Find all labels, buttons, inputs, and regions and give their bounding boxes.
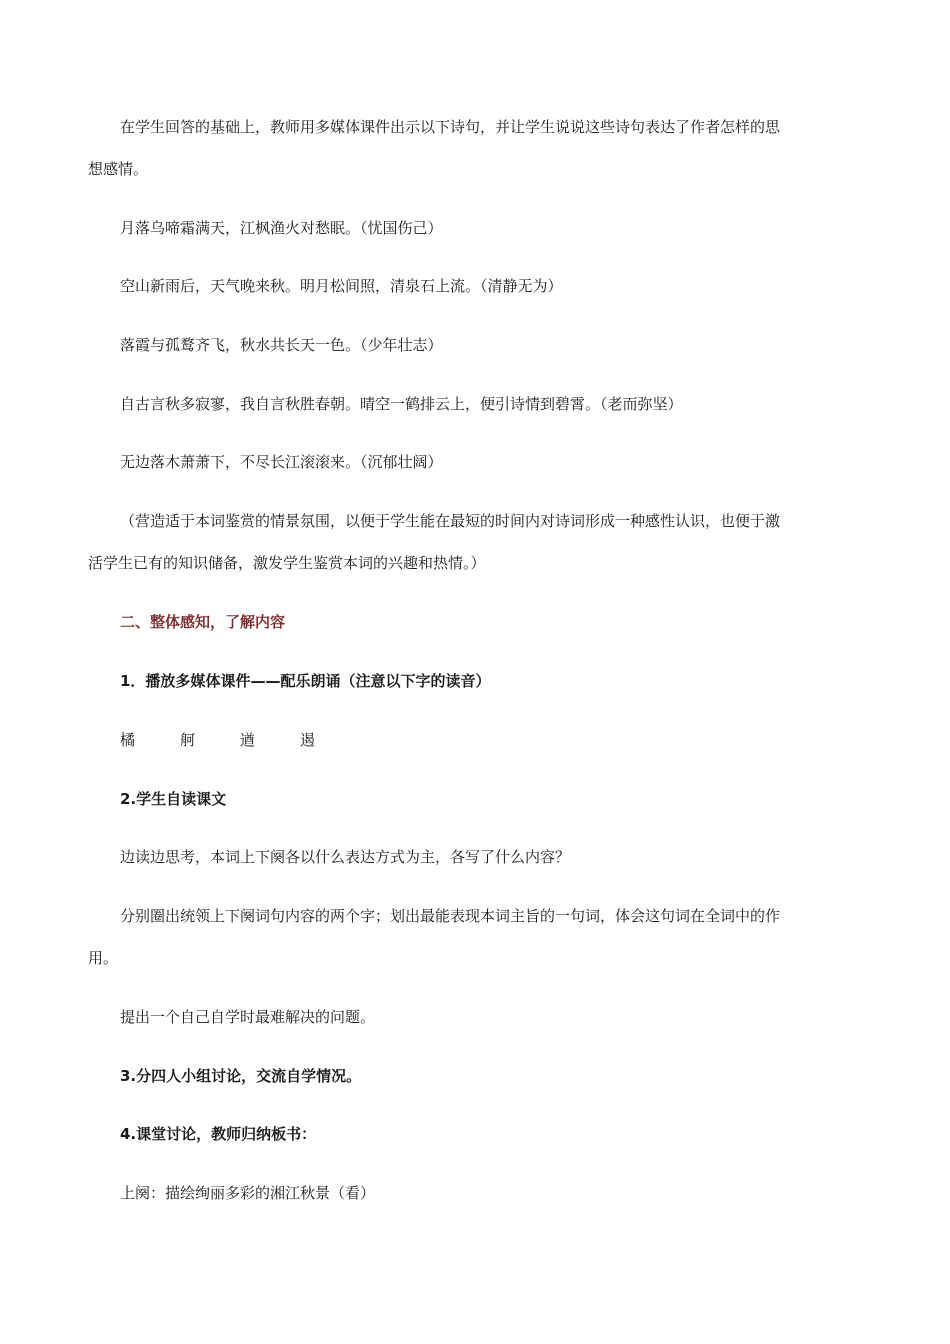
intro-paragraph-line2: 想感情。 <box>88 160 149 178</box>
poem-line-4: 自古言秋多寂寥，我自言秋胜春朝。晴空一鹤排云上，便引诗情到碧霄。（老而弥坚） <box>120 395 683 413</box>
note-paragraph-line2: 活学生已有的知识储备，激发学生鉴赏本词的兴趣和热情。） <box>88 554 486 572</box>
char-item: 舸 <box>180 731 196 749</box>
task-3: 提出一个自己自学时最难解决的问题。 <box>120 1008 376 1026</box>
char-item: 遒 <box>240 731 256 749</box>
board-summary-line1: 上阕：描绘绚丽多彩的湘江秋景（看） <box>120 1184 376 1202</box>
step-3-heading: 3.分四人小组讨论，交流自学情况。 <box>120 1067 362 1085</box>
poem-line-3: 落霞与孤鹜齐飞，秋水共长天一色。（少年壮志） <box>120 336 443 354</box>
poem-line-2: 空山新雨后，天气晚来秋。明月松间照，清泉石上流。（清静无为） <box>120 277 563 295</box>
section-heading: 二、整体感知，了解内容 <box>120 613 286 631</box>
task-1: 边读边思考，本词上下阕各以什么表达方式为主，各写了什么内容？ <box>120 848 571 866</box>
step-2-heading: 2.学生自读课文 <box>120 790 227 808</box>
char-item: 遏 <box>300 731 316 749</box>
step-1-heading: 1．播放多媒体课件——配乐朗诵（注意以下字的读音） <box>120 672 491 690</box>
pronunciation-chars <box>120 730 360 750</box>
intro-paragraph-line1: 在学生回答的基础上，教师用多媒体课件出示以下诗句，并让学生说说这些诗句表达了作者怎样的思 <box>120 118 781 136</box>
task-2-line1: 分别圈出统领上下阕词句内容的两个字；划出最能表现本词主旨的一句词，体会这句词在全词中的作 <box>120 907 781 925</box>
note-paragraph-line1: （营造适于本词鉴赏的情景氛围，以便于学生能在最短的时间内对诗词形成一种感性认识，也便于激 <box>120 512 781 530</box>
char-item: 橘 <box>120 731 136 749</box>
poem-line-5: 无边落木萧萧下，不尽长江滚滚来。（沉郁壮阔） <box>120 453 443 471</box>
step-4-heading: 4.课堂讨论，教师归纳板书： <box>120 1125 317 1143</box>
poem-line-1: 月落乌啼霜满天，江枫渔火对愁眠。（忧国伤己） <box>120 219 443 237</box>
task-2-line2: 用。 <box>88 949 119 967</box>
